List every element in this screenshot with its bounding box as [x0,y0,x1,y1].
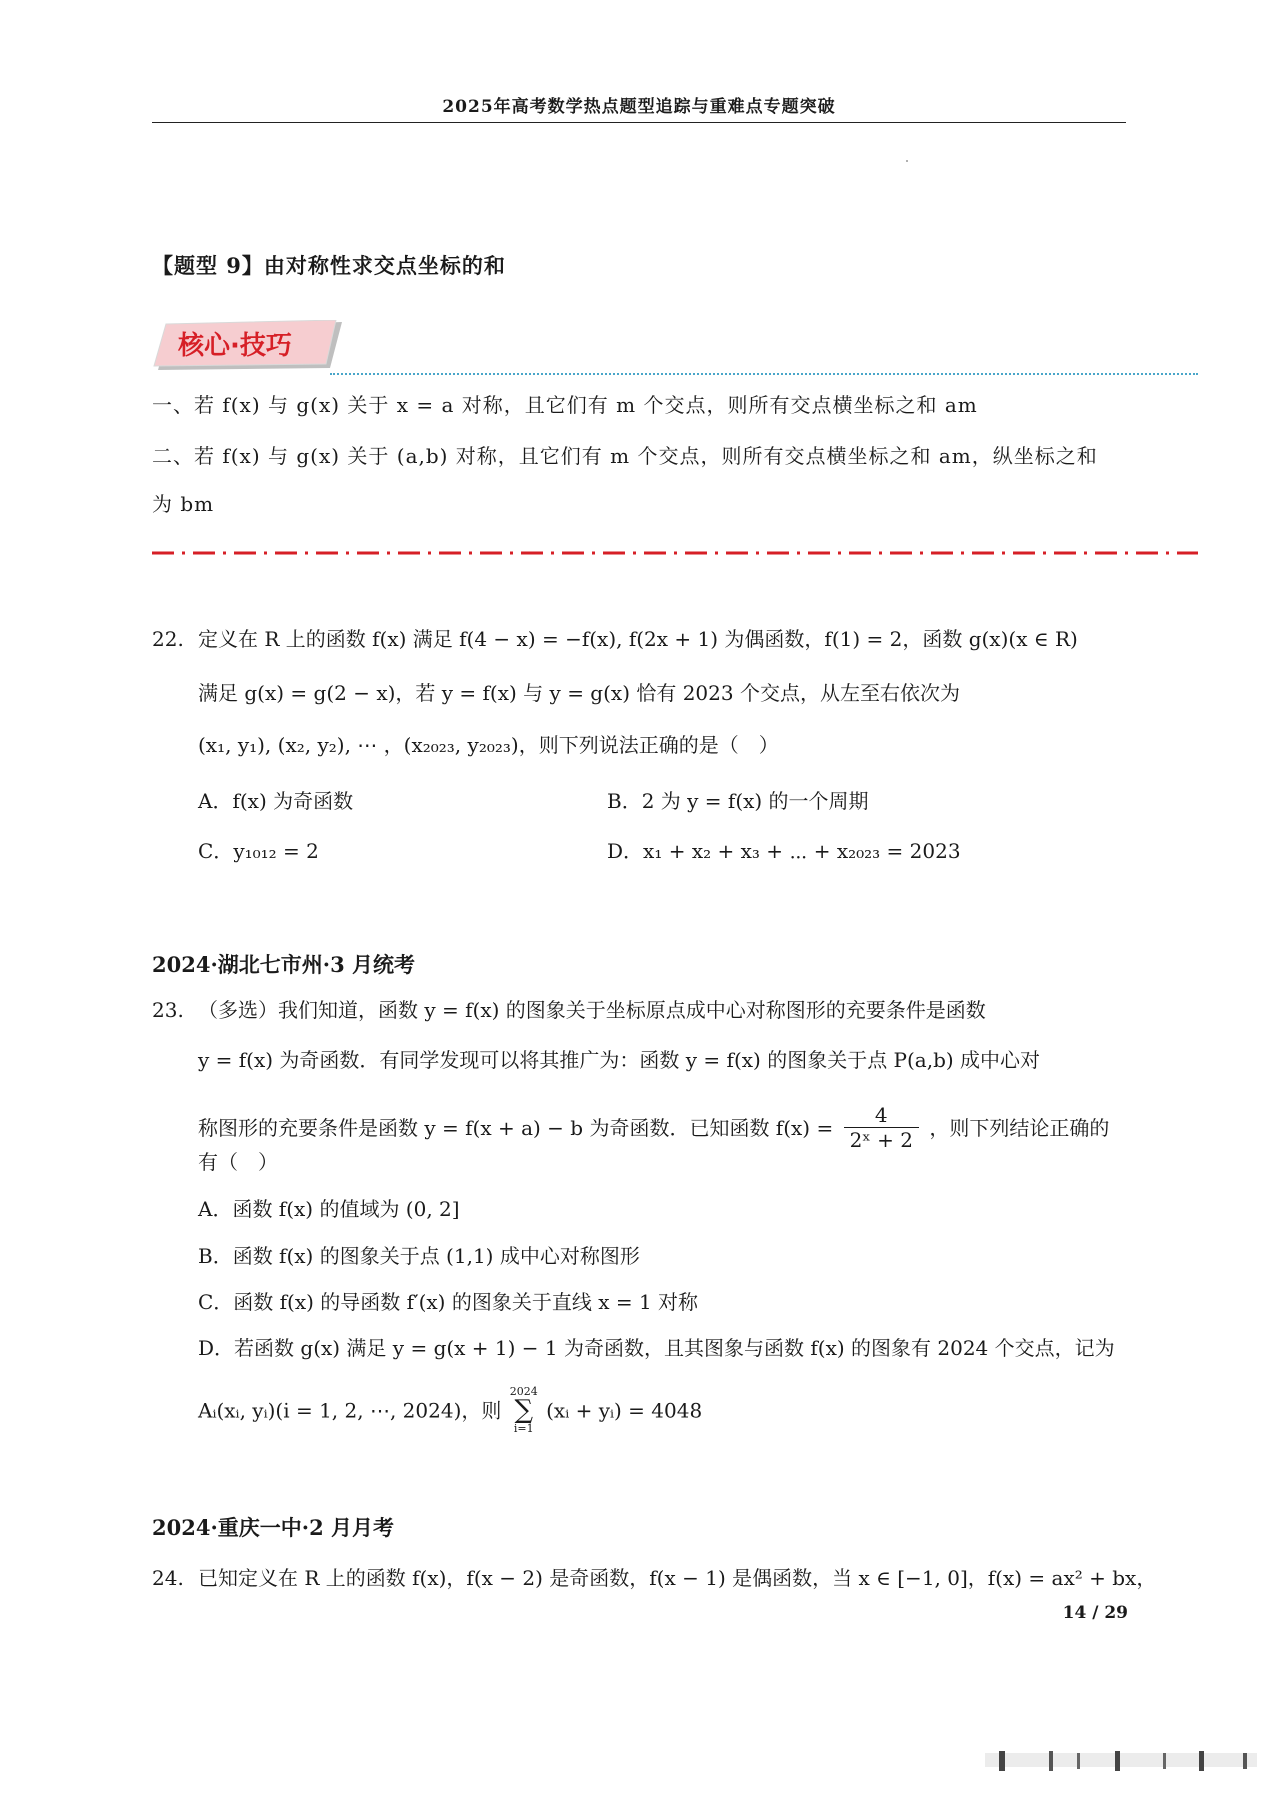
question-22-option-b [607,785,869,814]
question-22-line-1: 定义在 R 上的函数 f(x) 满足 f(4 − x) = −f(x), f(2x + 1) 为偶函数，f(1) = 2，函数 g(x)(x ∈ R) [198,627,1078,651]
tip-line-3: 为 bm [152,492,215,516]
question-22-option-a [198,785,353,814]
badge-label: 核心·技巧 [178,331,292,361]
speck-mark [906,160,908,162]
fraction-numerator: 4 [844,1104,919,1128]
question-22-number: 22. [152,627,184,651]
question-22-line-3: (x₁, y₁), (x₂, y₂), ⋯ ，(x₂₀₂₃, y₂₀₂₃)，则下列说法正确的是（ ） [198,733,779,757]
source-heading-q23: 2024·湖北七市州·3 月统考 [152,952,415,977]
question-22-line-2: 满足 g(x) = g(2 − x)，若 y = f(x) 与 y = g(x) 恰有 2023 个交点，从左至右依次为 [198,681,960,705]
fraction-denominator: 2ˣ + 2 [849,1128,913,1152]
sum-lower-limit: i=1 [513,1422,534,1435]
question-22-option-d [607,835,961,864]
line-3-tail-text: ，则下列结论正确的 [929,1116,1110,1140]
line-3-lead-text: 称图形的充要条件是函数 y = f(x + a) − b 为奇函数．已知函数 f(x) = [198,1116,834,1140]
question-24-line-1: 已知定义在 R 上的函数 f(x)，f(x − 2) 是奇函数，f(x − 1) 是偶函数，当 x ∈ [−1, 0]，f(x) = ax² + bx， [198,1566,1157,1590]
question-23-line-3 [198,1103,1110,1153]
tip-line-1: 一、若 f(x) 与 g(x) 关于 x = a 对称，且它们有 m 个交点，则所有交点横坐标之和 am [152,393,978,417]
question-23-option-b: B．函数 f(x) 的图象关于点 (1,1) 成中心对称图形 [198,1244,640,1268]
document-header-title: 2025年高考数学热点题型追踪与重难点专题突破 [442,97,836,117]
option-text: f(x) 为奇函数 [232,789,354,813]
bottom-scan-artifact [985,1751,1257,1771]
section-title: 【题型 9】由对称性求交点坐标的和 [152,253,506,278]
option-label: B． [607,789,642,813]
question-23-line-2: y = f(x) 为奇函数．有同学发现可以将其推广为：函数 y = f(x) 的图象关于点 P(a,b) 成中心对 [198,1048,1041,1072]
source-heading-q24: 2024·重庆一中·2 月月考 [152,1515,394,1540]
page-number: 14 / 29 [1062,1603,1128,1623]
header-divider [152,122,1126,123]
option-text: 2 为 y = f(x) 的一个周期 [641,789,869,813]
sum-symbol: ∑ [514,1395,534,1425]
option-text: x₁ + x₂ + x₃ + ⋯ + x₂₀₂₃ = 2023 [643,839,961,863]
tips-dotted-underline [330,373,1198,375]
option-label: D． [607,839,644,863]
question-23-line-4: 有（ ） [198,1150,278,1174]
question-24-number: 24. [152,1566,184,1590]
option-d-tail-text: (xᵢ + yᵢ) = 4048 [546,1398,703,1423]
red-dash-dot-divider [152,550,1198,556]
question-23-option-c: C．函数 f(x) 的导函数 f′(x) 的图象关于直线 x = 1 对称 [198,1290,699,1314]
question-23-option-d-line-1: D．若函数 g(x) 满足 y = g(x + 1) − 1 为奇函数，且其图象与函数 f(x) 的图象有 2024 个交点，记为 [198,1336,1115,1360]
option-label: C． [198,839,234,863]
option-text: y₁₀₁₂ = 2 [233,839,319,863]
question-23-line-1: （多选）我们知道，函数 y = f(x) 的图象关于坐标原点成中心对称图形的充要条件是函数 [198,998,986,1022]
tip-line-2: 二、若 f(x) 与 g(x) 关于 (a,b) 对称，且它们有 m 个交点，则所有交点横坐标之和 am，纵坐标之和 [152,444,1098,468]
core-tips-badge [152,320,342,372]
question-23-option-d-line-2 [198,1385,703,1436]
summation [510,1386,538,1434]
question-22-option-c [198,835,319,864]
question-23-number: 23. [152,998,184,1022]
question-23-option-a: A．函数 f(x) 的值域为 (0, 2] [198,1197,460,1221]
option-d-lead-text: Aᵢ(xᵢ, yᵢ)(i = 1, 2, ⋯, 2024)，则 [198,1398,502,1423]
sum-upper-limit: 2024 [509,1385,538,1398]
option-label: A． [198,789,233,813]
fraction [844,1104,919,1151]
